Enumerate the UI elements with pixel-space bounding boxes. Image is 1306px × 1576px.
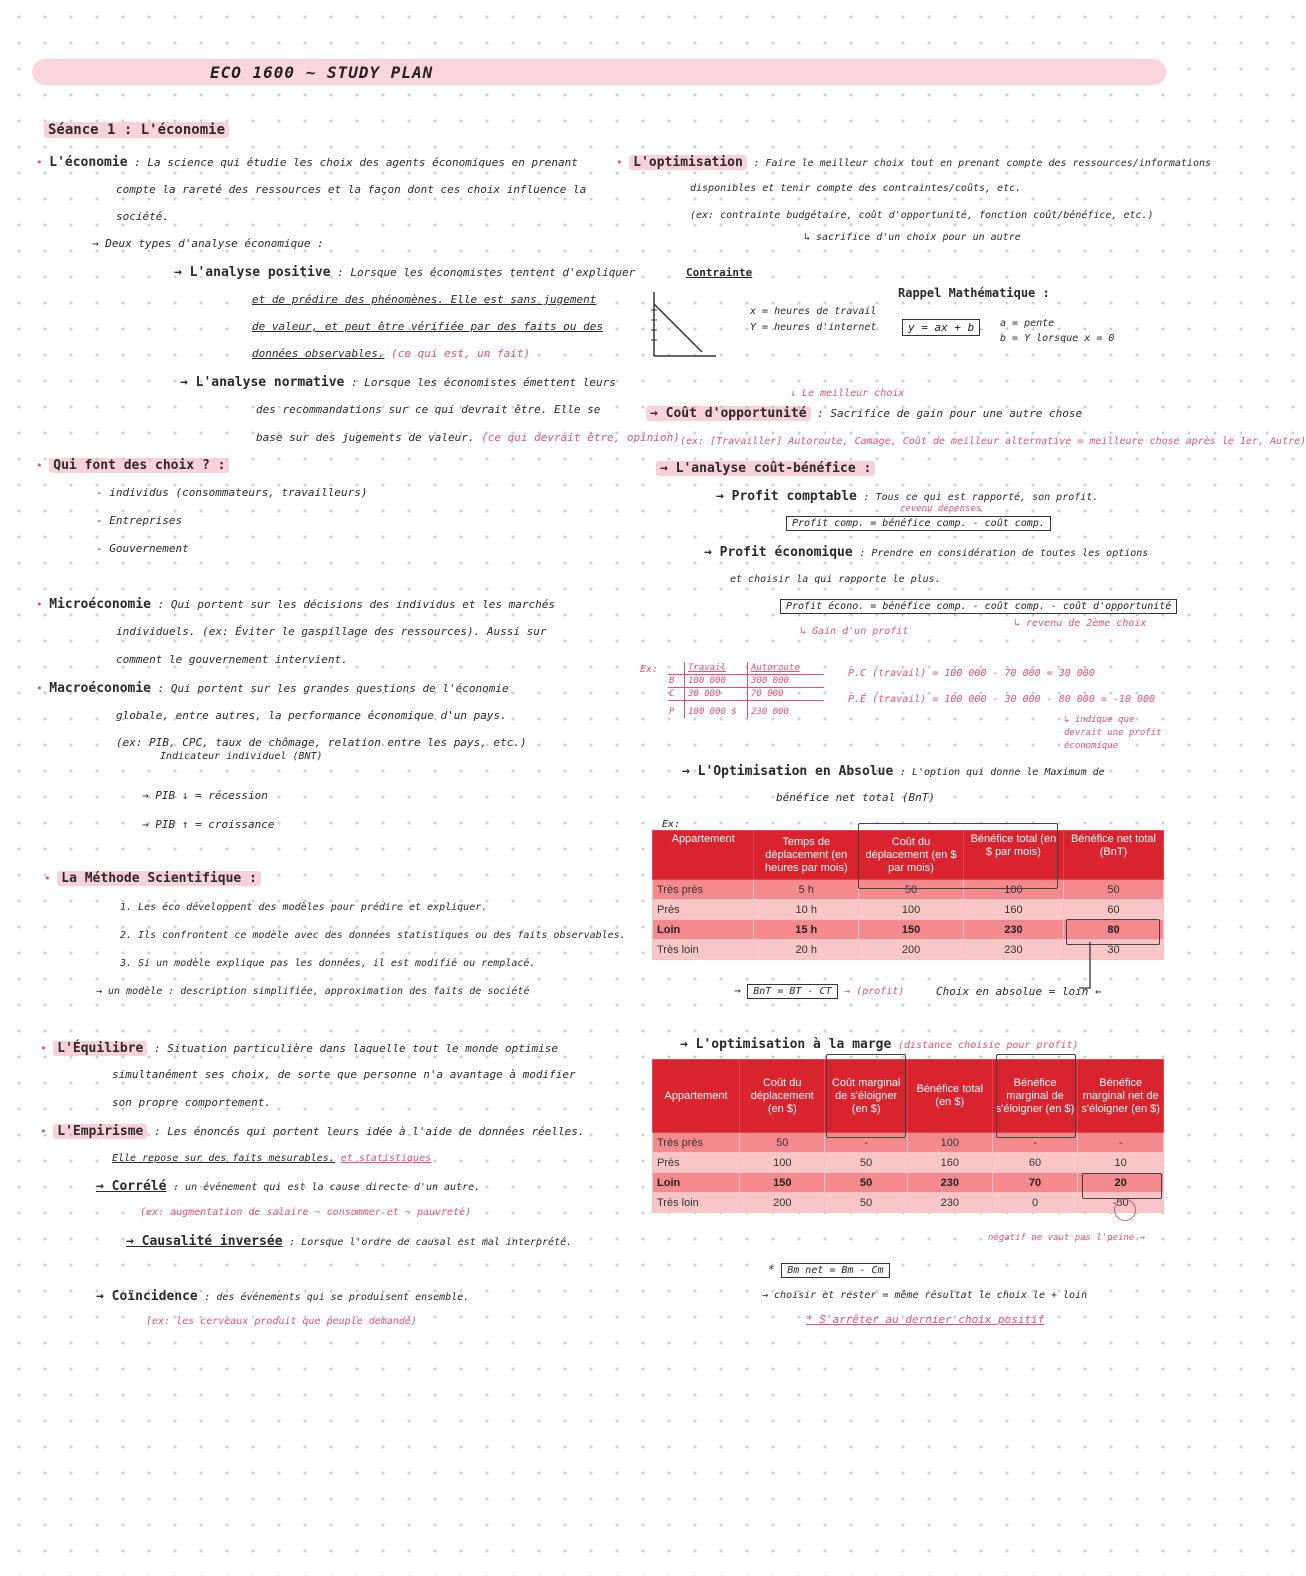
- contrainte-x-label: x = heures de travail: [750, 306, 877, 317]
- table-cell: 10: [1078, 1153, 1164, 1173]
- example-row: [668, 675, 824, 688]
- contrainte-term: Contrainte: [686, 266, 753, 279]
- methode-note: → un modèle : description simplifiée, approximation des faits de société: [96, 986, 530, 997]
- table-cell: 150: [859, 920, 964, 940]
- example-row: [668, 688, 824, 701]
- example-cell: B: [668, 675, 685, 688]
- bnt-line: → BnT = BT - CT → (profit): [734, 984, 905, 997]
- optimisation-line-1: • L'optimisation : Faire le meilleur choix tout en prenant compte des ressources/informations: [616, 155, 1212, 170]
- example-cell: 100 000: [685, 675, 748, 688]
- table-cell: 230: [963, 940, 1063, 960]
- acb-term: → L'analyse coût-bénéfice :: [656, 461, 875, 476]
- example-header-row: [668, 662, 824, 675]
- positive-note: (ce qui est, un fait): [391, 347, 531, 360]
- profit-comp-def: : Tous ce qui est rapporté, son profit.: [863, 492, 1099, 503]
- table2-note: négatif ne vaut pas l'peine →: [988, 1233, 1146, 1243]
- table-cell: 60: [992, 1153, 1078, 1173]
- table-cell: 10 h: [754, 900, 859, 920]
- equilibre-def-1: : Situation particulière dans laquelle tout le monde optimise: [153, 1042, 558, 1055]
- table-header-cell: Temps de déplacement (en heures par mois): [754, 831, 859, 880]
- qui-item-3: - Gouvernement: [96, 542, 189, 555]
- table-row: [653, 1153, 1164, 1173]
- table-cell: 230: [963, 920, 1063, 940]
- profit-eco-def: : Prendre en considération de toutes les options: [859, 548, 1149, 559]
- macro-def-4: Indicateur individuel (BNT): [160, 751, 323, 762]
- absolue-def-1: : L'option qui donne le Maximum de: [899, 767, 1105, 778]
- correlation-term: → Corrélé: [96, 1179, 167, 1194]
- equilibre-line-1: • L'Équilibre : Situation particulière dans laquelle tout le monde optimise: [40, 1041, 558, 1056]
- profit-eco-formula: Profit écono. = bénéfice comp. - coût comp. - coût d'opportunité: [780, 599, 1177, 614]
- example-cell: 100 000 $: [685, 701, 748, 719]
- bnt-choice: Choix en absolue = loin ←: [936, 985, 1102, 998]
- pib-down: → PIB ↓ = récession: [142, 789, 268, 802]
- table-cell: Très loin: [653, 940, 754, 960]
- negative-circle: [1114, 1199, 1136, 1221]
- absolue-term: → L'Optimisation en Absolue: [682, 764, 894, 779]
- correlation-def: : un événement qui est la cause directe d'un autre.: [173, 1182, 481, 1193]
- bnt-note: → (profit): [844, 986, 905, 997]
- optimisation-def-1: : Faire le meilleur choix tout en prenant compte des ressources/informations: [753, 158, 1212, 169]
- table-cell: 80: [1063, 920, 1163, 940]
- bnt-formula: BnT = BT - CT: [747, 984, 837, 999]
- macro-line-1: • Macroéconomie : Qui portent sur les grandes questions de l'économie: [36, 681, 509, 696]
- empirisme-term: L'Empirisme: [53, 1124, 147, 1139]
- example-cell: 300 000: [748, 675, 825, 688]
- table-cell: 70: [992, 1173, 1078, 1193]
- table-cell: 100: [907, 1133, 992, 1153]
- positive-term: → L'analyse positive: [174, 265, 331, 280]
- arrow-connector: [1080, 942, 1100, 992]
- table-cell: 50: [825, 1173, 907, 1193]
- methode-term: La Méthode Scientifique :: [57, 871, 261, 886]
- highlight-box-columns: [858, 823, 1058, 889]
- macro-def-2: globale, entre autres, la performance économique d'un pays.: [116, 709, 507, 722]
- correlation-note: (ex: augmentation de salaire ~ consommer et ~ pauvreté): [140, 1207, 472, 1218]
- positive-line-1: [174, 265, 635, 280]
- micro-def-2: individuels. (ex: Éviter le gaspillage des ressources). Aussi sur: [116, 625, 547, 638]
- marge-note: (distance choisie pour profit): [897, 1040, 1079, 1051]
- example-cell: 70 000: [748, 688, 825, 701]
- cout-opp-line: [646, 406, 1082, 421]
- example-row: [668, 701, 824, 719]
- table-cell: Très près: [653, 1133, 740, 1153]
- example-cell: P: [669, 707, 675, 717]
- table-header-row: [653, 1060, 1164, 1133]
- table-cell: Très loin: [653, 1193, 740, 1213]
- example-header-0: [668, 662, 685, 675]
- normative-def-1: : Lorsque les économistes émettent leurs: [351, 376, 616, 389]
- table-header-cell: Appartement: [653, 1060, 740, 1133]
- title-banner: [32, 59, 1166, 85]
- cout-opp-def: : Sacrifice de gain pour une autre chose: [817, 407, 1083, 420]
- table-cell: 160: [907, 1153, 992, 1173]
- profit-eco-note-right: ↳ revenu de 2ème choix: [1014, 618, 1147, 629]
- table-cell: 20: [1078, 1173, 1164, 1193]
- example-cell: 230 000: [748, 701, 825, 719]
- positive-def-4-text: données observables.: [252, 347, 385, 360]
- coincidence-note: (ex: les cerveaux produit que peuple demandé): [146, 1316, 417, 1327]
- table-header-cell: Bénéfice marginal net de s'éloigner (en $): [1078, 1060, 1164, 1133]
- example-pe-travail: P.É (travail) = 100 000 - 30 000 - 80 000 = -10 000: [848, 694, 1156, 705]
- equilibre-term: L'Équilibre: [53, 1041, 147, 1056]
- causalite-def: : Lorsque l'ordre de causal est mal interprété.: [289, 1237, 573, 1248]
- profit-comp-formula: Profit comp. = bénéfice comp. - coût comp.: [786, 516, 1051, 531]
- coincidence-line: [96, 1289, 469, 1304]
- normative-def-3: [256, 431, 680, 444]
- micro-def-1: : Qui portent sur les décisions des individus et les marchés: [157, 598, 555, 611]
- contrainte-y-label: Y = heures d'internet: [750, 322, 877, 333]
- table1-label: Ex:: [662, 819, 681, 830]
- empirisme-def-2-note: et statistiques: [340, 1153, 432, 1164]
- contrainte-graph: [646, 290, 726, 370]
- empirisme-def-2: [112, 1153, 431, 1164]
- empirisme-def-1: : Les énoncés qui portent leurs idée à l'aide de données réelles.: [153, 1125, 585, 1138]
- table-row: [653, 1133, 1164, 1153]
- page-title: ECO 1600 ~ STUDY PLAN: [210, 63, 434, 82]
- table-cell: Loin: [653, 1173, 740, 1193]
- highlight-box-marginal-cost: [826, 1054, 906, 1138]
- normative-def-2: des recommandations sur ce qui devrait être. Elle se: [256, 403, 601, 416]
- table-cell: Très près: [653, 880, 754, 900]
- profit-eco-note-left: ↳ Gain d'un profit: [800, 626, 909, 637]
- table-cell: 160: [963, 900, 1063, 920]
- correlation-line: [96, 1179, 480, 1194]
- economie-def-1: : La science qui étudie les choix des agents économiques en prenant: [134, 156, 578, 169]
- example-label: Ex:: [640, 664, 659, 675]
- positive-def-4: [252, 347, 530, 360]
- table-cell: Près: [653, 900, 754, 920]
- optimisation-def-2: disponibles et tenir compte des contraintes/coûts, etc.: [690, 183, 1022, 194]
- equilibre-def-2: simultanément ses choix, de sorte que personne n'a avantage à modifier: [112, 1068, 576, 1081]
- macro-def-1: : Qui portent sur les grandes questions de l'économie: [157, 682, 509, 695]
- budget-line: [654, 304, 702, 352]
- economie-def-2: compte la rareté des ressources et la façon dont ces choix influence la: [116, 183, 587, 196]
- profit-eco-term: → Profit économique: [704, 545, 853, 560]
- rappel-term: Rappel Mathématique :: [898, 286, 1050, 300]
- table-cell: 30: [1063, 940, 1163, 960]
- table-cell: -: [825, 1133, 907, 1153]
- table-cell: -50: [1078, 1193, 1164, 1213]
- example-header-2: Autoroute: [748, 662, 825, 675]
- marge-term: → L'optimisation à la marge: [680, 1037, 892, 1052]
- optimisation-def-4: ↳ sacrifice d'un choix pour un autre: [804, 232, 1021, 243]
- causalite-line: [126, 1234, 572, 1249]
- rappel-b: b = Y lorsque x = 0: [1000, 333, 1115, 344]
- normative-line-1: [180, 375, 616, 390]
- table-cell: 100: [963, 880, 1063, 900]
- rappel-a: a = pente: [1000, 318, 1055, 329]
- profit-comp-term: → Profit comptable: [716, 489, 857, 504]
- example-table: [668, 662, 824, 718]
- qui-item-2: - Entreprises: [96, 514, 183, 527]
- table-cell: 0: [992, 1193, 1078, 1213]
- example-pc-travail: P.C (travail) = 100 000 - 70 000 = 30 000: [848, 668, 1095, 679]
- table-cell: 200: [740, 1193, 825, 1213]
- qui-term: Qui font des choix ? :: [49, 458, 229, 473]
- highlight-box-marginal-benefit: [996, 1054, 1076, 1138]
- normative-def-3-text: base sur des jugements de valeur.: [256, 431, 475, 444]
- bm-formula: Bm net = Bm - Cm: [781, 1263, 889, 1278]
- table-cell: 100: [859, 900, 964, 920]
- table-header-cell: Coût du déplacement (en $): [740, 1060, 825, 1133]
- table-cell: Près: [653, 1153, 740, 1173]
- table-cell: 200: [859, 940, 964, 960]
- economie-term: L'économie: [49, 155, 128, 170]
- example-header-1: Travail: [685, 662, 748, 675]
- marge-line: [680, 1037, 1079, 1052]
- profit-comp-line: [716, 489, 1098, 504]
- table-header-cell: Coût marginal de s'éloigner (en $): [825, 1060, 907, 1133]
- optimisation-def-3: (ex: contrainte budgétaire, coût d'opportunité, fonction coût/bénéfice, etc.): [690, 210, 1154, 221]
- table-cell: 5 h: [754, 880, 859, 900]
- methode-step-3: 3. Si un modèle explique pas les données, il est modifié ou remplacé.: [120, 958, 536, 969]
- table-cell: -: [1078, 1133, 1164, 1153]
- table-cell: 15 h: [754, 920, 859, 940]
- table-header-cell: Bénéfice total (en $): [907, 1060, 992, 1133]
- table-header-cell: Bénéfice net total (BnT): [1063, 831, 1163, 880]
- example-note: ↳ indique que devrait une profit économique: [1064, 715, 1162, 751]
- qui-heading: • Qui font des choix ? :: [36, 458, 229, 473]
- cout-opp-above: ↓ Le meilleur choix: [790, 388, 905, 399]
- economie-def-3: société.: [116, 210, 169, 223]
- absolue-def-2: bénéfice net total (BnT): [776, 791, 935, 804]
- macro-term: Macroéconomie: [49, 681, 151, 696]
- normative-term: → L'analyse normative: [180, 375, 345, 390]
- cout-opp-note: (ex: [Travailler] Autoroute, Camage, Coût de meilleur alternative = meilleure chose après le 1er, Autre): [680, 436, 1306, 447]
- micro-term: Microéconomie: [49, 597, 151, 612]
- profit-eco-def-2: et choisir la qui rapporte le plus.: [730, 574, 941, 585]
- positive-def-3: de valeur, et peut être vérifiée par des faits ou des: [252, 320, 603, 333]
- table-cell: 60: [1063, 900, 1163, 920]
- methode-step-2: 2. Ils confrontent ce modèle avec des données statistiques ou des faits observables.: [120, 930, 626, 941]
- table-cell: 50: [825, 1153, 907, 1173]
- empirisme-line-1: • L'Empirisme : Les énoncés qui portent leurs idée à l'aide de données réelles.: [40, 1124, 585, 1139]
- empirisme-def-2-text: Elle repose sur des faits mesurables.: [112, 1153, 335, 1164]
- macro-def-3: (ex: PIB, CPC, taux de chômage, relation entre les pays, etc.): [116, 736, 527, 749]
- profit-comp-above: revenu dépenses: [900, 504, 982, 514]
- absolue-line-1: [682, 764, 1105, 779]
- positive-def-2: et de prédire des phénomènes. Elle est sans jugement: [252, 293, 597, 306]
- pib-up: → PIB ↑ = croissance: [142, 818, 275, 831]
- types-intro: → Deux types d'analyse économique :: [92, 237, 324, 250]
- highlight-box-max-net: [1082, 1173, 1162, 1199]
- methode-step-1: 1. Les éco développent des modèles pour prédire et expliquer.: [120, 902, 488, 913]
- table-header-cell: Appartement: [653, 831, 754, 880]
- micro-def-3: comment le gouvernement intervient.: [116, 653, 348, 666]
- table-row: [653, 900, 1164, 920]
- coincidence-term: → Coïncidence: [96, 1289, 198, 1304]
- profit-eco-line: [704, 545, 1148, 560]
- table-cell: 100: [740, 1153, 825, 1173]
- table-cell: 50: [1063, 880, 1163, 900]
- qui-item-1: - individus (consommateurs, travailleurs): [96, 486, 368, 499]
- example-cell: C: [668, 688, 685, 701]
- table-cell: 230: [907, 1173, 992, 1193]
- table-cell: 150: [740, 1173, 825, 1193]
- table-header-cell: Bénéfice marginal de s'éloigner (en $): [992, 1060, 1078, 1133]
- table-header-cell: Bénéfice total (en $ par mois): [963, 831, 1063, 880]
- table-cell: 50: [740, 1133, 825, 1153]
- rappel-formula: y = ax + b: [902, 319, 980, 336]
- example-cell: 30 000: [685, 688, 748, 701]
- optimisation-term: L'optimisation: [629, 155, 747, 170]
- positive-def-1: : Lorsque les économistes tentent d'expliquer: [337, 266, 636, 279]
- table-cell: Loin: [653, 920, 754, 940]
- section-heading-seance: Séance 1 : L'économie: [44, 122, 229, 138]
- table-cell: 230: [907, 1193, 992, 1213]
- causalite-term: → Causalité inversée: [126, 1234, 283, 1249]
- methode-heading: • La Méthode Scientifique :: [44, 871, 261, 886]
- cout-opp-term: → Coût d'opportunité: [646, 406, 811, 421]
- economie-block: • L'économie : La science qui étudie les choix des agents économiques en prenant: [36, 155, 578, 170]
- bm-formula-line: * Bm net = Bm - Cm: [768, 1263, 890, 1276]
- bm-line-2: * S'arrêter au dernier choix positif: [806, 1313, 1045, 1326]
- table-cell: 20 h: [754, 940, 859, 960]
- table-header-cell: Coût du déplacement (en $ par mois): [859, 831, 964, 880]
- equilibre-def-3: son propre comportement.: [112, 1096, 271, 1109]
- table-cell: 50: [859, 880, 964, 900]
- normative-note: (ce qui devrait être, opinion): [481, 431, 680, 444]
- table-cell: -: [992, 1133, 1078, 1153]
- micro-line-1: • Microéconomie : Qui portent sur les décisions des individus et les marchés: [36, 597, 555, 612]
- bm-line-1: → choisir et rester = même résultat le choix le + loin: [762, 1290, 1088, 1301]
- coincidence-def: : des événements qui se produisent ensemble.: [204, 1292, 470, 1303]
- table-cell: 50: [825, 1193, 907, 1213]
